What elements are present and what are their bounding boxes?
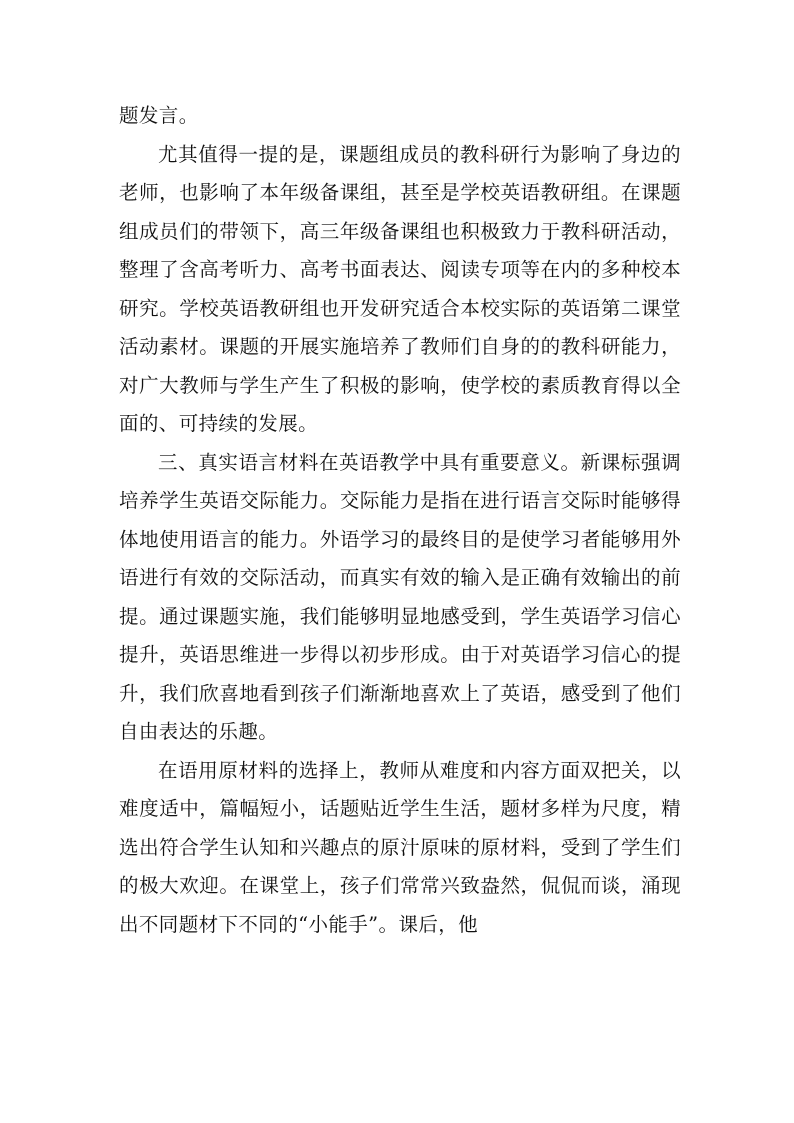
paragraph-continuation: 题发言。 (119, 104, 199, 127)
document-body (119, 97, 681, 944)
paragraph-material-selection: 在语用原材料的选择上，教师从难度和内容方面双把关，以难度适中，篇幅短小，话题贴近学生生活，题材多样为尺度，精选出符合学生认知和兴趣点的原汁原味的原材料，受到了学生们的极大欢迎。在课堂上，孩子们常常兴致盎然，侃侃而谈，涌现出不同题材下不同的“小能手”。课后，他 (119, 758, 681, 936)
paragraph-research-influence: 尤其值得一提的是，课题组成员的教科研行为影响了身边的老师，也影响了本年级备课组，甚至是学校英语教研组。在课题组成员们的带领下，高三年级备课组也积极致力于教科研活动，整理了含高考听力、高考书面表达、阅读专项等在内的多种校本研究。学校英语教研组也开发研究适合本校实际的英语第二课堂活动素材。课题的开展实施培养了教师们自身的的教科研能力，对广大教师与学生产生了积极的影响，使学校的素质教育得以全面的、可持续的发展。 (119, 142, 681, 435)
paragraph-authentic-language: 三、真实语言材料在英语教学中具有重要意义。新课标强调培养学生英语交际能力。交际能力是指在进行语言交际时能够得体地使用语言的能力。外语学习的最终目的是使学习者能够用外语进行有效的交际活动，而真实有效的输入是正确有效输出的前提。通过课题实施，我们能够明显地感受到，学生英语学习信心提升，英语思维进一步得以初步形成。由于对英语学习信心的提升，我们欣喜地看到孩子们渐渐地喜欢上了英语，感受到了他们自由表达的乐趣。 (119, 450, 681, 743)
